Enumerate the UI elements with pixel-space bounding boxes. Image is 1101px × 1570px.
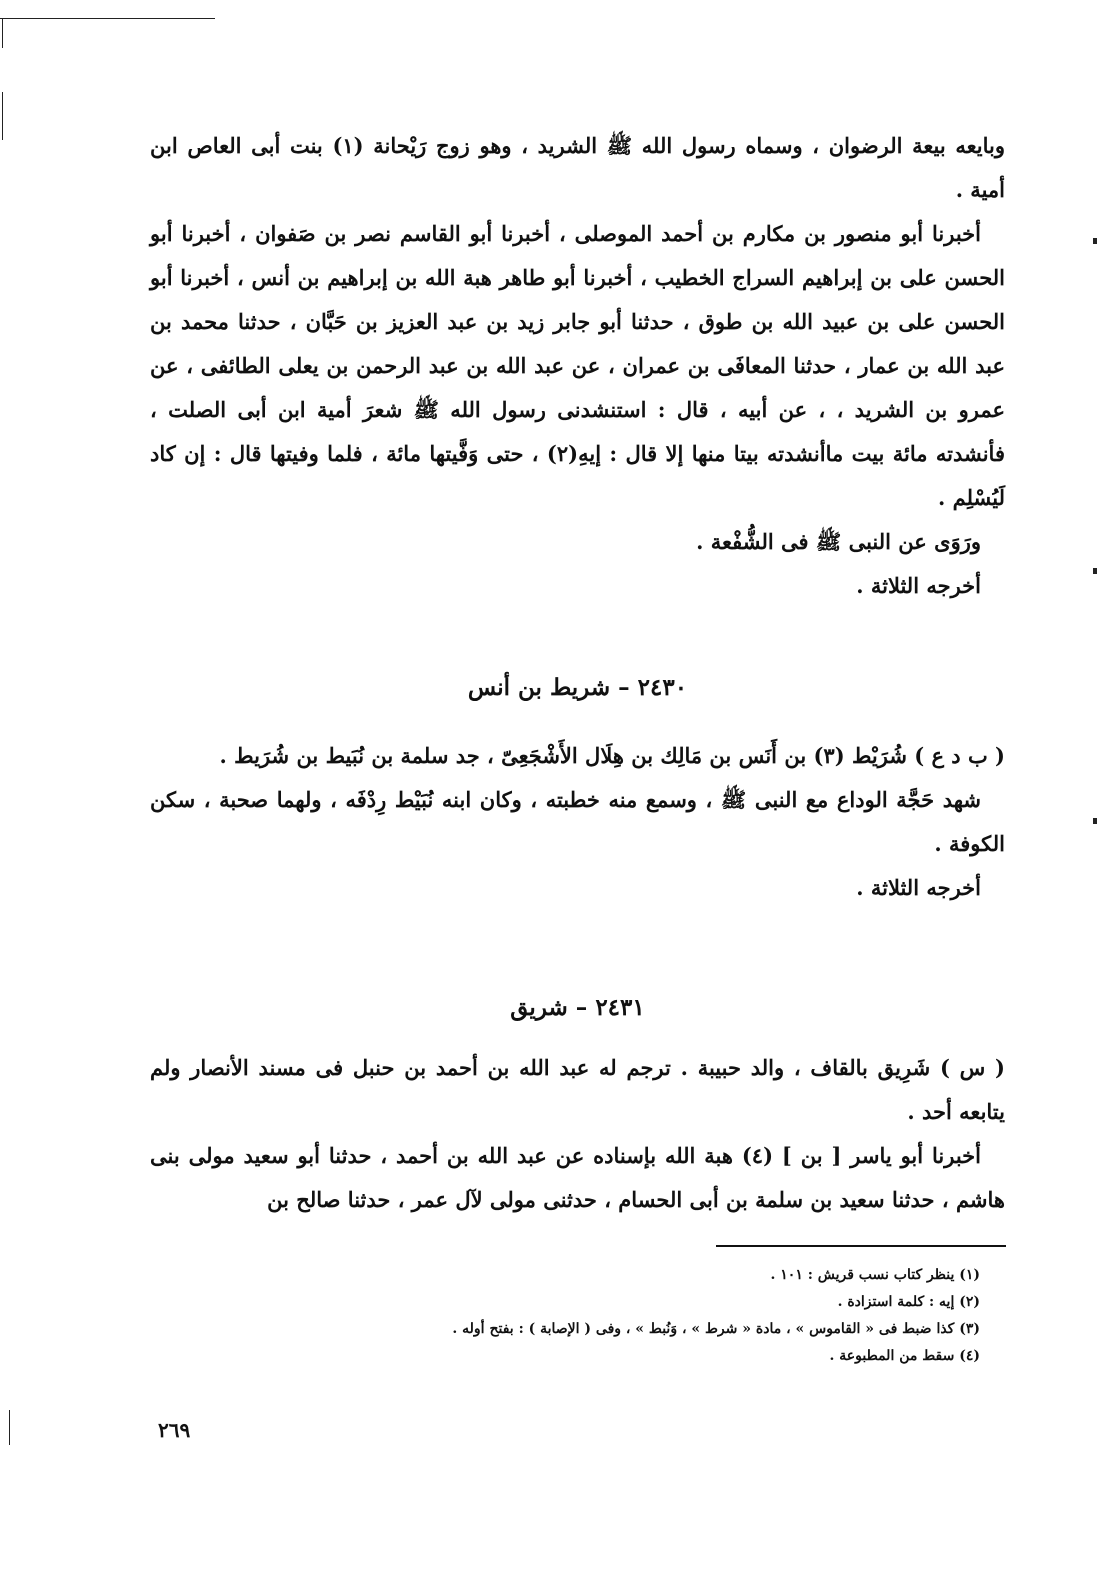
entry-block — [150, 1046, 1005, 1222]
entry-heading: ٢٤٣١ – شريق — [510, 994, 645, 1021]
footnotes — [300, 1262, 980, 1370]
entry-heading: ٢٤٣٠ – شريط بن أنس — [467, 674, 688, 701]
paragraph: أخرجه الثلاثة . — [856, 875, 981, 900]
page-number: ٢٦٩ — [158, 1418, 191, 1442]
paragraph: ( س ) شَرِيق بالقاف ، والد حبيبة . ترجم له عبد الله بن أحمد بن حنبل فى مسند الأنصار ولم يتابعه أحد . — [150, 1055, 1005, 1124]
footnote: (١) ينظر كتاب نسب قريش : ١٠١ . — [770, 1267, 980, 1283]
footnote: (٤) سقط من المطبوعة . — [829, 1348, 980, 1364]
scan-mark — [1093, 818, 1097, 824]
scan-mark — [1093, 568, 1097, 574]
footnote: (٢) إيه : كلمة استزادة . — [837, 1294, 980, 1310]
entry-block — [150, 734, 1005, 910]
scan-mark — [1093, 238, 1097, 244]
intro-block — [150, 124, 1005, 608]
paragraph: ( ب د ع ) شُرَيْط (٣) بن أَنَس بن مَالِك بن هِلَال الأَشْجَعِىّ ، جد سلمة بن نُبَيط بن شُرَيط . — [219, 743, 1005, 768]
scan-edge-top — [0, 18, 215, 19]
scan-edge-left-lower — [9, 1410, 10, 1445]
paragraph: أخرجه الثلاثة . — [856, 573, 981, 598]
paragraph: أخبرنا أبو ياسر [ بن ] (٤) هبة الله بإسناده عن عبد الله بن أحمد ، حدثنا أبو سعيد مولى بنى هاشم ، حدثنا سعيد بن سلمة بن أبى الحسام ، حدثنى مولى لآل عمر ، حدثنا صالح بن — [150, 1143, 1005, 1212]
paragraph: وبايعه بيعة الرضوان ، وسماه رسول الله ﷺ الشريد ، وهو زوج رَيْحانة (١) بنت أبى العاص ابن أمية . — [150, 133, 1005, 202]
scan-edge-left — [2, 18, 3, 48]
footnote: (٣) كذا ضبط فى « القاموس » ، مادة « شرط » ، وَنُبط » ، وفى ( الإصابة ) : بفتح أوله . — [452, 1321, 980, 1337]
footnote-divider — [716, 1245, 1006, 1247]
paragraph: ورَوَى عن النبى ﷺ فى الشُّفْعة . — [696, 529, 981, 554]
paragraph: أخبرنا أبو منصور بن مكارم بن أحمد الموصلى ، أخبرنا أبو القاسم نصر بن صَفوان ، أخبرنا أبو الحسن على بن إبراهيم السراج الخطيب ، أخبرنا أبو طاهر هبة الله بن إبراهيم بن أنس ، أخبرنا أبو الحسن على بن عبيد الله بن طوق ، حدثنا أبو جابر زيد بن عبد العزيز بن حَبَّان ، حدثنا محمد بن عبد الله بن عمار ، حدثنا المعافَى بن عمران ، عن عبد الله بن عبد الرحمن بن يعلى الطائفى ، عن عمرو بن الشريد ، ، عن أبيه ، قال : استنشدنى رسول الله ﷺ شعرَ أمية ابن أبى الصلت ، فأنشدته مائة بيت ماأنشدته بيتا منها إلا قال : إيهِ(٢) ، حتى وَفَّيتها مائة ، فلما وفيتها قال : إن كاد لَيُسْلِم . — [150, 221, 1005, 510]
scan-edge-left-mid — [2, 92, 3, 140]
paragraph: شهد حَجَّة الوداع مع النبى ﷺ ، وسمع منه خطبته ، وكان ابنه نُبَيْط رِدْفَه ، ولهما صحبة ، سكن الكوفة . — [150, 787, 1005, 856]
